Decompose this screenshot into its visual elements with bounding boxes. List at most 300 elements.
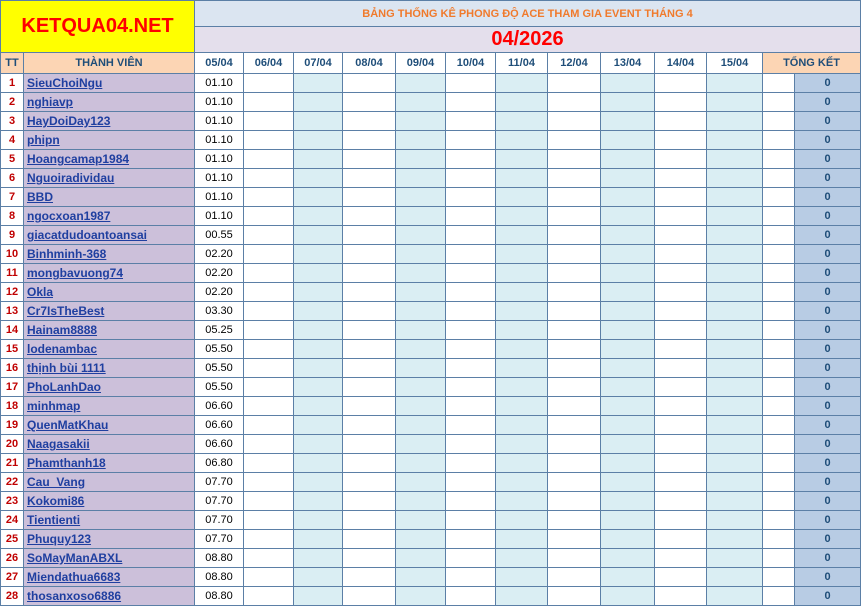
score-cell: 05.50	[195, 359, 244, 378]
empty-cell	[548, 473, 601, 492]
row-number: 19	[1, 416, 24, 435]
empty-cell	[294, 207, 343, 226]
empty-cell	[244, 359, 294, 378]
empty-cell	[343, 112, 396, 131]
score-cell: 01.10	[195, 74, 244, 93]
empty-cell	[396, 207, 446, 226]
empty-cell	[446, 549, 496, 568]
header-date: 12/04	[548, 53, 601, 74]
member-link[interactable]: SoMayManABXL	[27, 551, 123, 565]
score-cell: 06.60	[195, 397, 244, 416]
empty-cell	[496, 378, 548, 397]
score-cell: 06.60	[195, 416, 244, 435]
score-cell: 07.70	[195, 473, 244, 492]
empty-cell	[655, 264, 707, 283]
header-date: 06/04	[244, 53, 294, 74]
member-link[interactable]: Phamthanh18	[27, 456, 106, 470]
member-link[interactable]: lodenambac	[27, 342, 98, 356]
empty-cell	[707, 568, 763, 587]
empty-cell	[707, 587, 763, 606]
row-number: 10	[1, 245, 24, 264]
empty-cell	[496, 340, 548, 359]
member-link[interactable]: mongbavuong74	[27, 266, 124, 280]
member-cell	[24, 112, 195, 131]
table-row	[1, 416, 861, 435]
empty-cell	[244, 378, 294, 397]
table-row	[1, 74, 861, 93]
empty-cell	[396, 549, 446, 568]
empty-cell	[548, 359, 601, 378]
empty-cell	[294, 340, 343, 359]
member-link[interactable]: phipn	[27, 133, 60, 147]
empty-cell	[244, 150, 294, 169]
total-cell: 0	[795, 74, 861, 93]
empty-cell	[763, 112, 795, 131]
member-cell	[24, 340, 195, 359]
empty-cell	[763, 131, 795, 150]
empty-cell	[294, 435, 343, 454]
row-number: 1	[1, 74, 24, 93]
member-link[interactable]: Hainam8888	[27, 323, 98, 337]
empty-cell	[601, 511, 655, 530]
member-link[interactable]: HayDoiDay123	[27, 114, 111, 128]
table-row	[1, 587, 861, 606]
header-date: 14/04	[655, 53, 707, 74]
empty-cell	[244, 245, 294, 264]
empty-cell	[548, 340, 601, 359]
empty-cell	[446, 473, 496, 492]
empty-cell	[496, 568, 548, 587]
empty-cell	[707, 283, 763, 302]
empty-cell	[496, 150, 548, 169]
table-row	[1, 473, 861, 492]
member-link[interactable]: giacatdudoantoansai	[27, 228, 148, 242]
empty-cell	[707, 359, 763, 378]
row-number: 6	[1, 169, 24, 188]
empty-cell	[601, 378, 655, 397]
empty-cell	[343, 226, 396, 245]
empty-cell	[548, 302, 601, 321]
empty-cell	[244, 473, 294, 492]
empty-cell	[496, 416, 548, 435]
empty-cell	[294, 131, 343, 150]
score-cell: 08.80	[195, 549, 244, 568]
empty-cell	[707, 150, 763, 169]
empty-cell	[343, 568, 396, 587]
empty-cell	[707, 264, 763, 283]
empty-cell	[446, 74, 496, 93]
empty-cell	[655, 473, 707, 492]
member-link[interactable]: Naagasakii	[27, 437, 90, 451]
empty-cell	[446, 226, 496, 245]
row-number: 16	[1, 359, 24, 378]
table-row	[1, 245, 861, 264]
empty-cell	[396, 188, 446, 207]
empty-cell	[396, 530, 446, 549]
empty-cell	[446, 587, 496, 606]
row-number: 28	[1, 587, 24, 606]
empty-cell	[601, 435, 655, 454]
empty-cell	[763, 511, 795, 530]
empty-cell	[655, 416, 707, 435]
empty-cell	[601, 150, 655, 169]
empty-cell	[496, 93, 548, 112]
empty-cell	[294, 169, 343, 188]
empty-cell	[548, 150, 601, 169]
member-link[interactable]: Cau_Vang	[27, 475, 86, 489]
empty-cell	[601, 93, 655, 112]
empty-cell	[294, 378, 343, 397]
empty-cell	[655, 302, 707, 321]
member-cell	[24, 283, 195, 302]
empty-cell	[763, 530, 795, 549]
table-row	[1, 511, 861, 530]
total-cell: 0	[795, 492, 861, 511]
row-number: 9	[1, 226, 24, 245]
empty-cell	[496, 473, 548, 492]
empty-cell	[601, 549, 655, 568]
score-cell: 01.10	[195, 207, 244, 226]
row-number: 8	[1, 207, 24, 226]
row-number: 25	[1, 530, 24, 549]
empty-cell	[294, 321, 343, 340]
empty-cell	[294, 549, 343, 568]
header-tt: TT	[1, 53, 24, 74]
empty-cell	[294, 188, 343, 207]
total-cell: 0	[795, 568, 861, 587]
empty-cell	[707, 340, 763, 359]
empty-cell	[396, 587, 446, 606]
member-link[interactable]: minhmap	[27, 399, 81, 413]
empty-cell	[343, 416, 396, 435]
empty-cell	[548, 549, 601, 568]
row-number: 4	[1, 131, 24, 150]
member-cell	[24, 302, 195, 321]
empty-cell	[601, 454, 655, 473]
empty-cell	[763, 321, 795, 340]
empty-cell	[601, 112, 655, 131]
member-link[interactable]: Miendathua6683	[27, 570, 121, 584]
header-date: 07/04	[294, 53, 343, 74]
table-row	[1, 397, 861, 416]
empty-cell	[396, 226, 446, 245]
header-member: THÀNH VIÊN	[24, 53, 195, 74]
member-cell	[24, 587, 195, 606]
total-cell: 0	[795, 188, 861, 207]
table-row	[1, 454, 861, 473]
total-cell: 0	[795, 530, 861, 549]
empty-cell	[446, 397, 496, 416]
empty-cell	[446, 340, 496, 359]
member-cell	[24, 549, 195, 568]
empty-cell	[396, 264, 446, 283]
empty-cell	[396, 416, 446, 435]
empty-cell	[244, 207, 294, 226]
empty-cell	[396, 169, 446, 188]
empty-cell	[446, 150, 496, 169]
table-row	[1, 378, 861, 397]
score-cell: 01.10	[195, 131, 244, 150]
header-date: 05/04	[195, 53, 244, 74]
empty-cell	[601, 473, 655, 492]
empty-cell	[496, 359, 548, 378]
empty-cell	[244, 397, 294, 416]
empty-cell	[655, 511, 707, 530]
row-number: 21	[1, 454, 24, 473]
row-number: 24	[1, 511, 24, 530]
empty-cell	[548, 283, 601, 302]
empty-cell	[396, 473, 446, 492]
empty-cell	[396, 378, 446, 397]
empty-cell	[396, 93, 446, 112]
empty-cell	[244, 549, 294, 568]
empty-cell	[343, 530, 396, 549]
table-row	[1, 340, 861, 359]
member-link[interactable]: thịnh bùi 1111	[27, 361, 106, 375]
empty-cell	[244, 264, 294, 283]
month-label: 04/2026	[195, 27, 861, 53]
empty-cell	[655, 397, 707, 416]
empty-cell	[446, 283, 496, 302]
empty-cell	[343, 188, 396, 207]
empty-cell	[655, 359, 707, 378]
member-link[interactable]: Tientienti	[27, 513, 81, 527]
empty-cell	[294, 568, 343, 587]
empty-cell	[655, 530, 707, 549]
empty-cell	[244, 302, 294, 321]
score-cell: 02.20	[195, 283, 244, 302]
empty-cell	[396, 112, 446, 131]
empty-cell	[707, 321, 763, 340]
empty-cell	[294, 245, 343, 264]
row-number: 5	[1, 150, 24, 169]
empty-cell	[294, 226, 343, 245]
empty-cell	[496, 74, 548, 93]
empty-cell	[707, 378, 763, 397]
empty-cell	[601, 245, 655, 264]
empty-cell	[548, 131, 601, 150]
empty-cell	[294, 359, 343, 378]
header-date: 09/04	[396, 53, 446, 74]
member-cell	[24, 359, 195, 378]
score-cell: 07.70	[195, 530, 244, 549]
empty-cell	[396, 568, 446, 587]
empty-cell	[548, 587, 601, 606]
total-cell: 0	[795, 245, 861, 264]
total-cell: 0	[795, 150, 861, 169]
row-number: 3	[1, 112, 24, 131]
empty-cell	[343, 587, 396, 606]
empty-cell	[763, 397, 795, 416]
empty-cell	[707, 492, 763, 511]
empty-cell	[707, 435, 763, 454]
table-row	[1, 435, 861, 454]
total-cell: 0	[795, 587, 861, 606]
empty-cell	[763, 435, 795, 454]
empty-cell	[707, 245, 763, 264]
score-cell: 07.70	[195, 492, 244, 511]
header-total: TỔNG KẾT	[763, 53, 861, 74]
empty-cell	[548, 226, 601, 245]
empty-cell	[343, 454, 396, 473]
empty-cell	[707, 188, 763, 207]
member-cell	[24, 473, 195, 492]
empty-cell	[343, 511, 396, 530]
member-link[interactable]: Nguoiradividau	[27, 171, 115, 185]
total-cell: 0	[795, 397, 861, 416]
empty-cell	[548, 321, 601, 340]
member-link[interactable]: Kokomi86	[27, 494, 85, 508]
empty-cell	[496, 321, 548, 340]
empty-cell	[294, 112, 343, 131]
member-link[interactable]: Okla	[27, 285, 54, 299]
row-number: 13	[1, 302, 24, 321]
row-number: 23	[1, 492, 24, 511]
row-number: 12	[1, 283, 24, 302]
empty-cell	[496, 454, 548, 473]
row-number: 11	[1, 264, 24, 283]
empty-cell	[548, 511, 601, 530]
table-row	[1, 131, 861, 150]
member-link[interactable]: thosanxoso6886	[27, 589, 122, 603]
total-cell: 0	[795, 435, 861, 454]
empty-cell	[294, 473, 343, 492]
member-cell	[24, 150, 195, 169]
empty-cell	[601, 283, 655, 302]
empty-cell	[244, 492, 294, 511]
empty-cell	[763, 264, 795, 283]
empty-cell	[601, 397, 655, 416]
empty-cell	[707, 74, 763, 93]
empty-cell	[446, 131, 496, 150]
score-cell: 05.50	[195, 340, 244, 359]
table-row	[1, 283, 861, 302]
header-date: 11/04	[496, 53, 548, 74]
empty-cell	[548, 378, 601, 397]
empty-cell	[548, 568, 601, 587]
empty-cell	[396, 302, 446, 321]
empty-cell	[294, 511, 343, 530]
empty-cell	[343, 549, 396, 568]
row-number: 20	[1, 435, 24, 454]
empty-cell	[496, 245, 548, 264]
total-cell: 0	[795, 321, 861, 340]
empty-cell	[496, 283, 548, 302]
empty-cell	[655, 207, 707, 226]
empty-cell	[707, 397, 763, 416]
empty-cell	[707, 226, 763, 245]
empty-cell	[446, 188, 496, 207]
empty-cell	[496, 226, 548, 245]
empty-cell	[294, 302, 343, 321]
member-cell	[24, 226, 195, 245]
total-cell: 0	[795, 112, 861, 131]
member-link[interactable]: Binhminh-368	[27, 247, 107, 261]
total-cell: 0	[795, 283, 861, 302]
member-link[interactable]: PhoLanhDao	[27, 380, 101, 394]
header-date: 13/04	[601, 53, 655, 74]
empty-cell	[548, 245, 601, 264]
member-cell	[24, 378, 195, 397]
empty-cell	[707, 473, 763, 492]
member-link[interactable]: nghiavp	[27, 95, 74, 109]
total-cell: 0	[795, 340, 861, 359]
empty-cell	[601, 74, 655, 93]
member-cell	[24, 416, 195, 435]
member-link[interactable]: Phuquy123	[27, 532, 92, 546]
member-cell	[24, 397, 195, 416]
empty-cell	[343, 378, 396, 397]
empty-cell	[601, 568, 655, 587]
empty-cell	[446, 530, 496, 549]
empty-cell	[655, 454, 707, 473]
empty-cell	[763, 226, 795, 245]
empty-cell	[496, 492, 548, 511]
member-link[interactable]: Cr7IsTheBest	[27, 304, 105, 318]
row-number: 22	[1, 473, 24, 492]
member-link[interactable]: ngocxoan1987	[27, 209, 111, 223]
empty-cell	[446, 302, 496, 321]
empty-cell	[343, 169, 396, 188]
score-cell: 05.50	[195, 378, 244, 397]
member-link[interactable]: Hoangcamap1984	[27, 152, 130, 166]
empty-cell	[655, 188, 707, 207]
empty-cell	[763, 568, 795, 587]
member-cell	[24, 245, 195, 264]
empty-cell	[763, 93, 795, 112]
empty-cell	[343, 359, 396, 378]
empty-cell	[655, 169, 707, 188]
score-cell: 07.70	[195, 511, 244, 530]
empty-cell	[763, 207, 795, 226]
empty-cell	[707, 207, 763, 226]
empty-cell	[396, 245, 446, 264]
empty-cell	[548, 207, 601, 226]
empty-cell	[763, 302, 795, 321]
member-link[interactable]: SieuChoiNgu	[27, 76, 103, 90]
empty-cell	[294, 587, 343, 606]
empty-cell	[396, 283, 446, 302]
empty-cell	[496, 511, 548, 530]
empty-cell	[446, 568, 496, 587]
empty-cell	[707, 302, 763, 321]
total-cell: 0	[795, 169, 861, 188]
member-link[interactable]: QuenMatKhau	[27, 418, 109, 432]
empty-cell	[601, 587, 655, 606]
empty-cell	[244, 435, 294, 454]
empty-cell	[244, 511, 294, 530]
score-cell: 06.80	[195, 454, 244, 473]
member-cell	[24, 435, 195, 454]
score-cell: 01.10	[195, 93, 244, 112]
table-row	[1, 492, 861, 511]
total-cell: 0	[795, 226, 861, 245]
row-number: 17	[1, 378, 24, 397]
empty-cell	[655, 131, 707, 150]
empty-cell	[601, 169, 655, 188]
row-number: 7	[1, 188, 24, 207]
empty-cell	[655, 568, 707, 587]
member-link[interactable]: BBD	[27, 190, 53, 204]
total-cell: 0	[795, 359, 861, 378]
empty-cell	[655, 245, 707, 264]
empty-cell	[601, 302, 655, 321]
empty-cell	[446, 378, 496, 397]
empty-cell	[655, 283, 707, 302]
empty-cell	[446, 416, 496, 435]
empty-cell	[763, 492, 795, 511]
empty-cell	[707, 416, 763, 435]
